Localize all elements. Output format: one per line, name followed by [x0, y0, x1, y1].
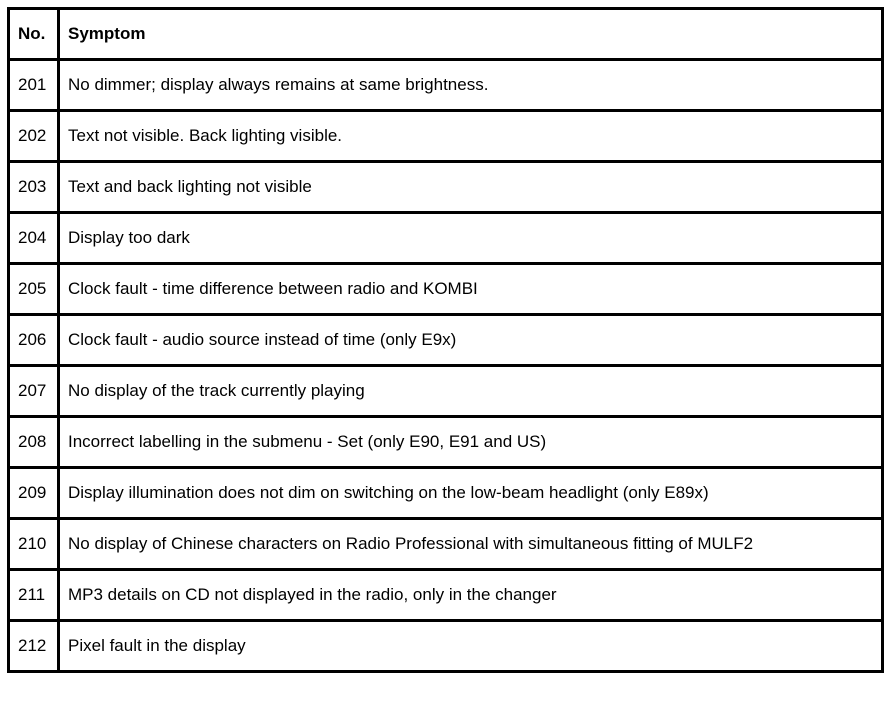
row-symptom: No dimmer; display always remains at same brightness.	[59, 60, 883, 111]
column-header-symptom: Symptom	[59, 9, 883, 60]
row-number: 208	[9, 417, 59, 468]
row-number: 204	[9, 213, 59, 264]
row-symptom: No display of Chinese characters on Radio Professional with simultaneous fitting of MULF2	[59, 519, 883, 570]
table-row	[9, 111, 883, 162]
table-body	[9, 60, 883, 672]
table-row	[9, 570, 883, 621]
row-symptom: MP3 details on CD not displayed in the radio, only in the changer	[59, 570, 883, 621]
row-number: 203	[9, 162, 59, 213]
table-row	[9, 60, 883, 111]
column-header-no: No.	[9, 9, 59, 60]
table-row	[9, 366, 883, 417]
row-number: 202	[9, 111, 59, 162]
row-symptom: Clock fault - time difference between radio and KOMBI	[59, 264, 883, 315]
table-row	[9, 162, 883, 213]
row-symptom: Display too dark	[59, 213, 883, 264]
row-symptom: Text and back lighting not visible	[59, 162, 883, 213]
table-row	[9, 468, 883, 519]
row-number: 201	[9, 60, 59, 111]
row-number: 212	[9, 621, 59, 672]
row-number: 211	[9, 570, 59, 621]
row-symptom: Text not visible. Back lighting visible.	[59, 111, 883, 162]
row-number: 207	[9, 366, 59, 417]
row-number: 206	[9, 315, 59, 366]
table-row	[9, 264, 883, 315]
row-number: 205	[9, 264, 59, 315]
row-symptom: Display illumination does not dim on switching on the low-beam headlight (only E89x)	[59, 468, 883, 519]
row-symptom: Pixel fault in the display	[59, 621, 883, 672]
row-number: 209	[9, 468, 59, 519]
table-header-row	[9, 9, 883, 60]
symptom-table	[7, 7, 884, 673]
row-symptom: Incorrect labelling in the submenu - Set (only E90, E91 and US)	[59, 417, 883, 468]
table-row	[9, 213, 883, 264]
table-row	[9, 315, 883, 366]
row-symptom: Clock fault - audio source instead of time (only E9x)	[59, 315, 883, 366]
table-row	[9, 519, 883, 570]
row-symptom: No display of the track currently playing	[59, 366, 883, 417]
table-row	[9, 621, 883, 672]
table-row	[9, 417, 883, 468]
row-number: 210	[9, 519, 59, 570]
